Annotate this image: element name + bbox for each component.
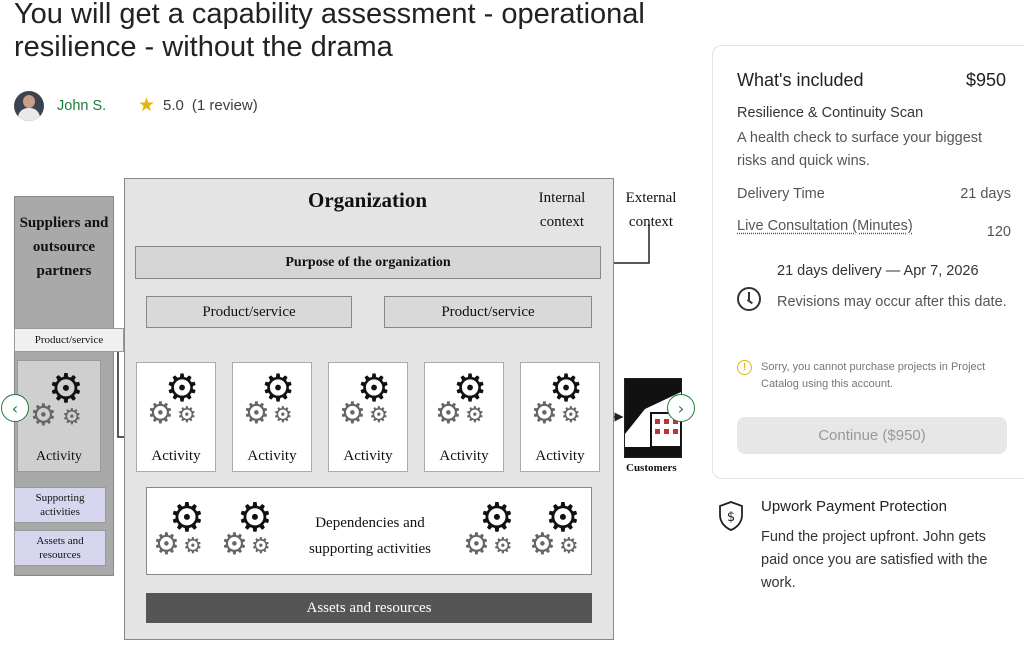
shield-dollar-icon (718, 500, 744, 532)
supplier-activity (17, 360, 101, 472)
activity-box (136, 362, 216, 472)
gear-icon: ⚙ (169, 495, 205, 541)
svg-text:$: $ (726, 510, 736, 525)
gear-icon: ⚙ (147, 396, 174, 431)
package-card (712, 45, 1024, 479)
rating (138, 94, 258, 117)
gear-icon: ⚙ (531, 396, 558, 431)
gear-icon: ⚙ (251, 534, 271, 559)
delivery-time-value: 21 days (960, 186, 1011, 202)
activity-box (424, 362, 504, 472)
gear-icon: ⚙ (273, 403, 293, 428)
gear-icon: ⚙ (183, 534, 203, 559)
revisions-note: Revisions may occur after this date. (777, 294, 1007, 310)
payment-protection-text: Fund the project upfront. John gets paid once you are satisfied with the work. (761, 529, 988, 591)
gear-icon: ⚙ (369, 403, 389, 428)
delivery-time-row (737, 186, 1011, 202)
rating-score: 5.0 (163, 97, 184, 114)
warning-icon: ! (737, 360, 752, 375)
gear-icon: ⚙ (561, 403, 581, 428)
gallery-next-button[interactable]: › (667, 394, 695, 422)
activity-label: Activity (36, 449, 82, 464)
activity-label: Activity (343, 448, 393, 464)
assets-bar: Assets and resources (146, 593, 592, 623)
delivery-summary: 21 days delivery — Apr 7, 2026 (777, 263, 979, 279)
consultation-value: 120 (986, 224, 1011, 240)
consultation-label[interactable]: Live Consultation (Minutes) (737, 218, 913, 234)
suppliers-label: Suppliers and outsource partners (19, 215, 109, 279)
gear-icon: ⚙ (153, 527, 180, 562)
supporting-activities-box: Supporting activities (14, 487, 106, 523)
package-name: Resilience & Continuity Scan (737, 105, 924, 121)
author-name[interactable]: John S. (57, 98, 107, 114)
gear-icon: ⚙ (237, 495, 273, 541)
internal-context-label: Internal context (538, 190, 586, 230)
gear-icon: ⚙ (453, 366, 488, 410)
purchase-warning: Sorry, you cannot purchase projects in Project Catalog using this account. (761, 361, 986, 390)
gear-icon: ⚙ (243, 396, 270, 431)
delivery-time-label: Delivery Time (737, 186, 825, 202)
star-icon: ★ (138, 95, 156, 116)
gear-icon: ⚙ (30, 398, 57, 433)
organization-label: Organization (308, 188, 427, 212)
purpose-box: Purpose of the organization (135, 246, 601, 279)
package-description: A health check to surface your biggest risks and quick wins. (737, 130, 983, 169)
continue-button[interactable]: Continue ($950) (737, 417, 1007, 454)
gear-icon: ⚙ (559, 534, 579, 559)
gear-icon: ⚙ (479, 495, 515, 541)
whats-included-heading: What's included (737, 70, 864, 90)
review-count[interactable]: (1 review) (191, 97, 258, 114)
assets-resources-box: Assets and resources (14, 530, 106, 566)
project-title: You will get a capability assessment - operational resilience - without the drama (14, 0, 645, 63)
gear-icon: ⚙ (545, 495, 581, 541)
activity-label: Activity (439, 448, 489, 464)
gear-icon: ⚙ (62, 405, 82, 430)
gear-icon: ⚙ (435, 396, 462, 431)
activity-label: Activity (247, 448, 297, 464)
activity-box (328, 362, 408, 472)
gear-icon: ⚙ (493, 534, 513, 559)
activity-label: Activity (151, 448, 201, 464)
package-price: $950 (965, 70, 1006, 90)
activity-label: Activity (535, 448, 585, 464)
activity-box (232, 362, 312, 472)
author[interactable] (14, 90, 106, 122)
product-service-box: Product/service (384, 296, 592, 328)
dependencies-box (146, 487, 592, 575)
gear-icon: ⚙ (221, 527, 248, 562)
avatar[interactable] (14, 91, 44, 121)
external-context-label: External context (625, 190, 677, 230)
consultation-row (737, 218, 1011, 240)
gear-icon: ⚙ (357, 366, 392, 410)
supplier-product-service: Product/service (14, 328, 124, 352)
product-service-box: Product/service (146, 296, 352, 328)
dependencies-label: Dependencies and supporting activities (308, 515, 432, 557)
gear-icon: ⚙ (463, 527, 490, 562)
gear-icon: ⚙ (465, 403, 485, 428)
gear-icon: ⚙ (549, 366, 584, 410)
gear-icon: ⚙ (529, 527, 556, 562)
gear-icon: ⚙ (261, 366, 296, 410)
gear-icon: ⚙ (177, 403, 197, 428)
activity-box (520, 362, 600, 472)
project-gallery-image (14, 152, 682, 644)
clock-icon (737, 287, 761, 311)
customers-label: Customers (626, 462, 677, 474)
payment-protection-title: Upwork Payment Protection (761, 498, 947, 515)
gear-icon: ⚙ (165, 366, 200, 410)
gallery-prev-button[interactable]: ‹ (1, 394, 29, 422)
gear-icon: ⚙ (339, 396, 366, 431)
gear-icon: ⚙ (48, 366, 84, 412)
